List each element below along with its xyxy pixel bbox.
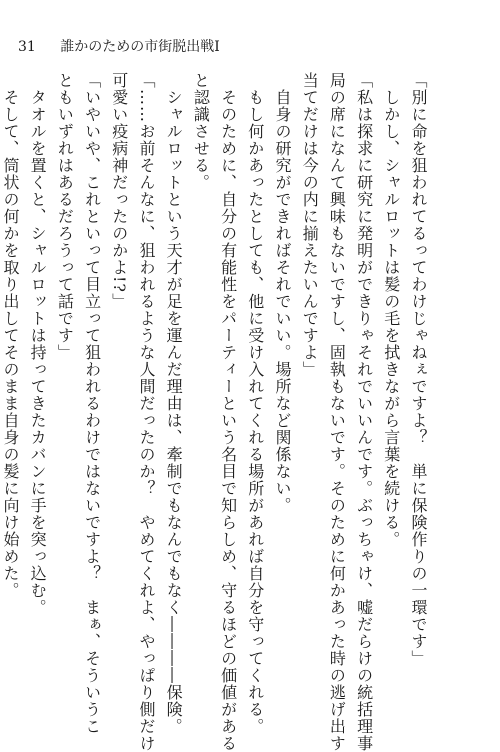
vertical-body-text bbox=[0, 72, 432, 752]
text-line: 自身の研究ができればそれでいい。場所など関係ない。 bbox=[272, 72, 292, 514]
text-line: 「……お前そんなに、狙われるような人間だったのか？ やめてくれよ、やっぱり側だけ bbox=[136, 72, 156, 752]
text-line: しかし、シャルロットは髪の毛を拭きながら言葉を続ける。 bbox=[381, 72, 401, 548]
text-line: シャルロットという天才が足を運んだ理由は、牽制でもなんでもなく――――保険。 bbox=[164, 72, 184, 735]
text-line: 「私は探求に研究に発明ができりゃそれでいいんです。ぶっちゃけ、嘘だらけの統括理事 bbox=[354, 72, 374, 752]
text-line: そして、筒状の何かを取り出してそのまま自身の髪に向け始めた。 bbox=[0, 72, 20, 599]
running-title: 誰かのための市街脱出戦Ⅰ bbox=[60, 39, 220, 55]
text-line: タオルを置くと、シャルロットは持ってきたカバンに手を突っ込む。 bbox=[28, 72, 48, 616]
running-header bbox=[18, 38, 220, 56]
text-line: そのために、自分の有能性をパーティーという名目で知らしめ、守るほどの価値がある bbox=[218, 72, 238, 752]
page-number: 31 bbox=[18, 39, 36, 55]
text-line: ともいずれはあるだろうって話です」 bbox=[55, 72, 75, 361]
text-line: もし何かあったとしても、他に受け入れてくれる場所があれば自分を守ってくれる。 bbox=[245, 72, 265, 735]
text-line: 可愛い疫病神だったのかよ!?」 bbox=[109, 72, 129, 311]
text-line: と認識させる。 bbox=[191, 72, 211, 191]
text-line: 当てだけは今の内に揃えたいんですよ」 bbox=[300, 72, 320, 378]
text-line: 「いやいや、これといって目立って狙われるわけではないですよ？ まぁ、そういうこ bbox=[82, 72, 102, 735]
text-line: 局の席になんて興味もないですし、固執もないです。そのために何かあった時の逃げ出す bbox=[327, 72, 347, 752]
text-line: 「別に命を狙われてるってわけじゃねぇですよ？ 単に保険作りの一環です」 bbox=[409, 72, 428, 667]
